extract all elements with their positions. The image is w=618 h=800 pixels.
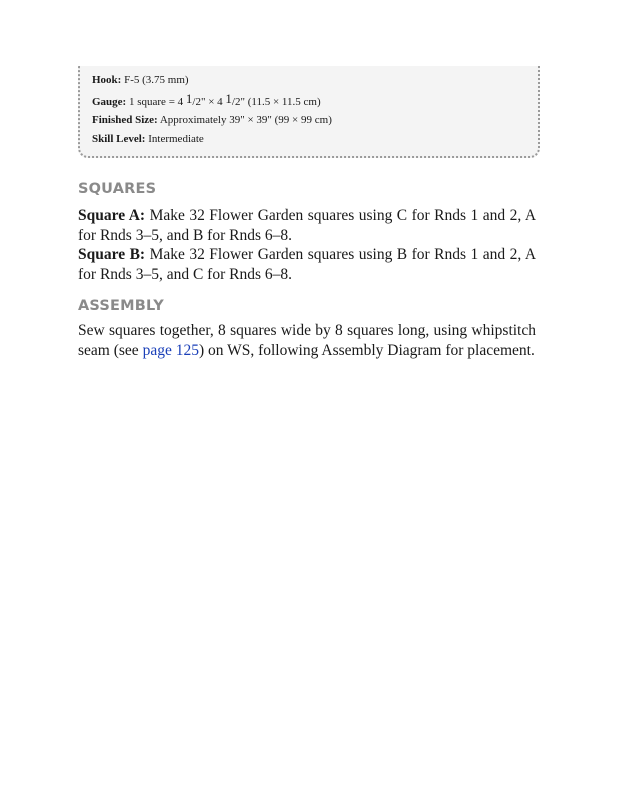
gauge-label: Gauge: [92,95,127,108]
square-b-label: Square B: [78,246,146,263]
squares-heading: SQUARES [78,181,157,197]
skill-level-spec [92,130,538,149]
assembly-paragraph [78,321,536,360]
assembly-text-before: Sew squares together, 8 squares wide by 8 squares long, using whipstitch seam (see [78,322,536,359]
square-a-label: Square A: [78,207,146,224]
square-a-paragraph [78,206,536,245]
gauge-fraction-1: 1/2" [185,90,206,108]
gauge-spec [92,90,538,112]
gauge-times: × 4 [205,95,226,108]
hook-label: Hook: [92,74,122,86]
assembly-heading: ASSEMBLY [78,298,164,314]
gauge-fraction-2: 1/2" [225,90,245,108]
finished-size-spec [92,111,538,130]
skill-level-label: Skill Level: [92,132,146,145]
square-b-paragraph [78,245,536,284]
hook-spec [92,71,538,90]
skill-level-value: Intermediate [148,132,204,145]
gauge-suffix: (11.5 × 11.5 cm) [244,95,321,108]
page-125-link[interactable]: page 125 [142,341,199,359]
finished-size-label: Finished Size: [92,114,158,126]
finished-size-value: Approximately 39" × 39" (99 × 99 cm) [159,114,332,126]
square-a-text: Make 32 Flower Garden squares using C for Rnds 1 and 2, A for Rnds 3–5, and B for Rnds 6–8. [78,207,537,244]
hook-value: F-5 (3.75 mm) [124,74,189,86]
square-b-text: Make 32 Flower Garden squares using B for Rnds 1 and 2, A for Rnds 3–5, and C for Rnds 6–8. [78,246,537,283]
materials-spec-box [78,66,540,158]
gauge-prefix: 1 square = 4 [128,95,186,108]
assembly-text-after: ) on WS, following Assembly Diagram for placement. [198,341,535,359]
